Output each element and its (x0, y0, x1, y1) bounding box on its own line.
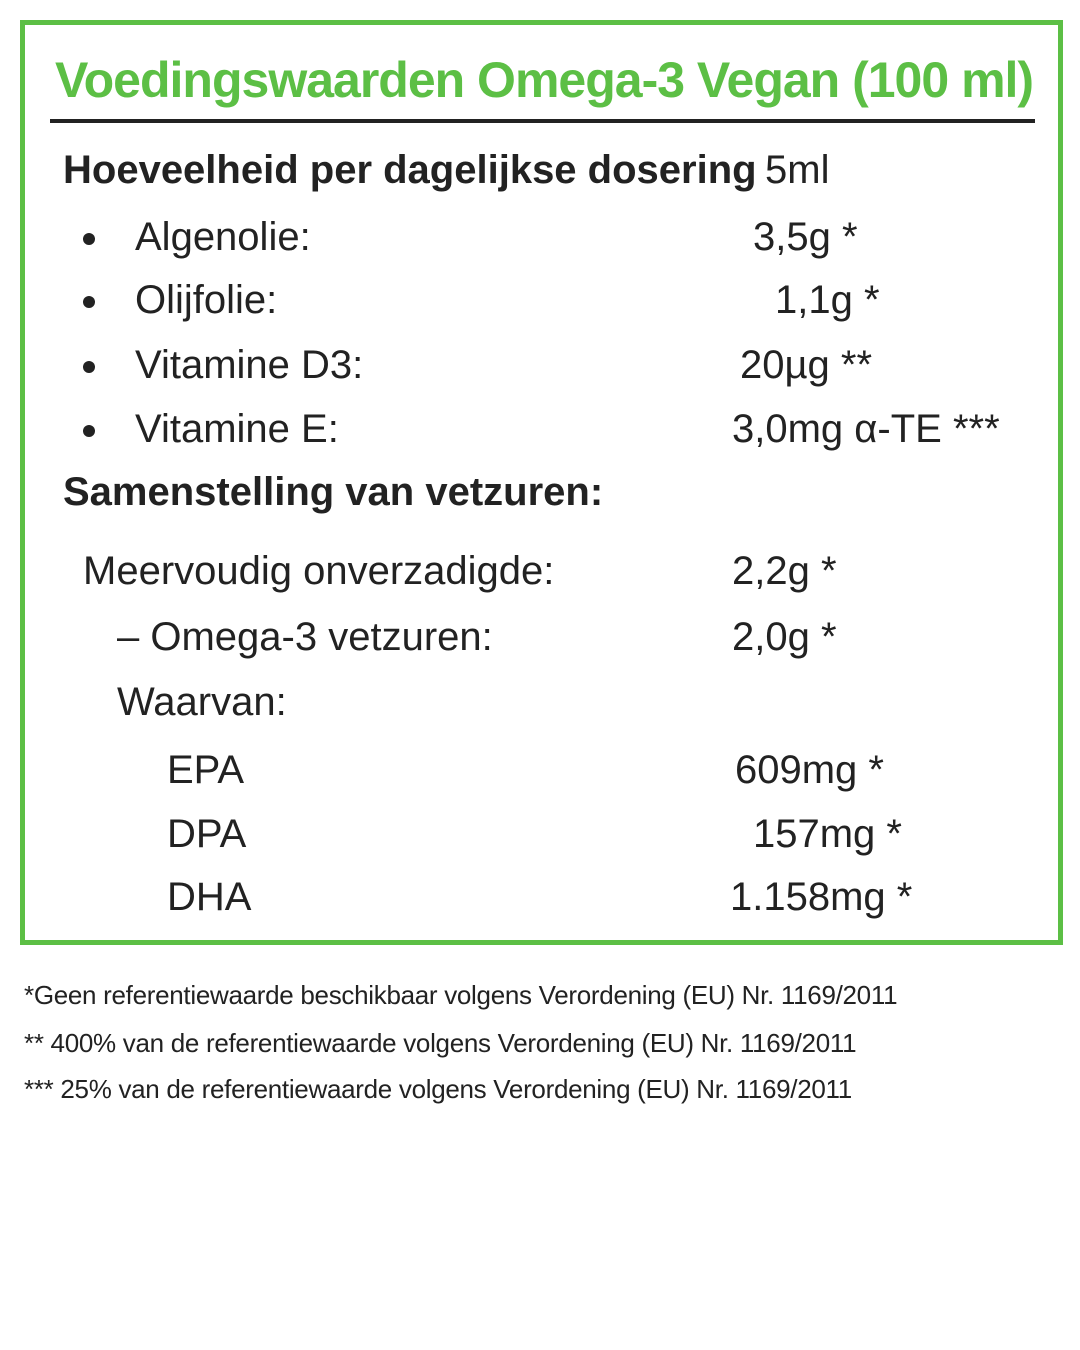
nutrition-panel (20, 20, 1063, 945)
dosage-label: Hoeveelheid per dagelijkse dosering (63, 148, 757, 192)
of-which-label: Waarvan: (117, 680, 287, 724)
polyunsaturated-label: Meervoudig onverzadigde: (83, 549, 555, 593)
item-value: 3,5g * (753, 215, 858, 259)
footnote: *** 25% van de referentiewaarde volgens Verordening (EU) Nr. 1169/2011 (24, 1074, 852, 1104)
fatty-acid-label: EPA (167, 748, 245, 792)
footnote: *Geen referentiewaarde beschikbaar volgens Verordening (EU) Nr. 1169/2011 (24, 980, 898, 1010)
item-value: 1,1g * (775, 278, 880, 322)
omega3-value: 2,0g * (732, 615, 837, 659)
item-label: Vitamine E: (135, 407, 339, 451)
fatty-acid-value: 157mg * (753, 812, 902, 856)
bullet-icon (83, 361, 95, 373)
dosage-value: 5ml (765, 148, 830, 192)
item-label: Olijfolie: (135, 278, 278, 322)
item-label: Algenolie: (135, 215, 311, 259)
bullet-icon (83, 233, 95, 245)
panel-title: Voedingswaarden Omega-3 Vegan (100 ml) (55, 52, 1034, 108)
item-label: Vitamine D3: (135, 343, 364, 387)
bullet-icon (83, 296, 95, 308)
title-divider (50, 119, 1035, 123)
fatty-acid-value: 609mg * (735, 748, 884, 792)
footnote: ** 400% van de referentiewaarde volgens Verordening (EU) Nr. 1169/2011 (24, 1028, 857, 1058)
bullet-icon (83, 425, 95, 437)
fatty-acid-value: 1.158mg * (730, 875, 913, 919)
item-value: 3,0mg α-TE *** (732, 407, 1000, 451)
omega3-label: – Omega-3 vetzuren: (117, 615, 493, 659)
item-value: 20µg ** (740, 343, 873, 387)
fatty-acid-label: DPA (167, 812, 247, 856)
fatty-acids-heading: Samenstelling van vetzuren: (63, 470, 604, 514)
fatty-acid-label: DHA (167, 875, 252, 919)
polyunsaturated-value: 2,2g * (732, 549, 837, 593)
